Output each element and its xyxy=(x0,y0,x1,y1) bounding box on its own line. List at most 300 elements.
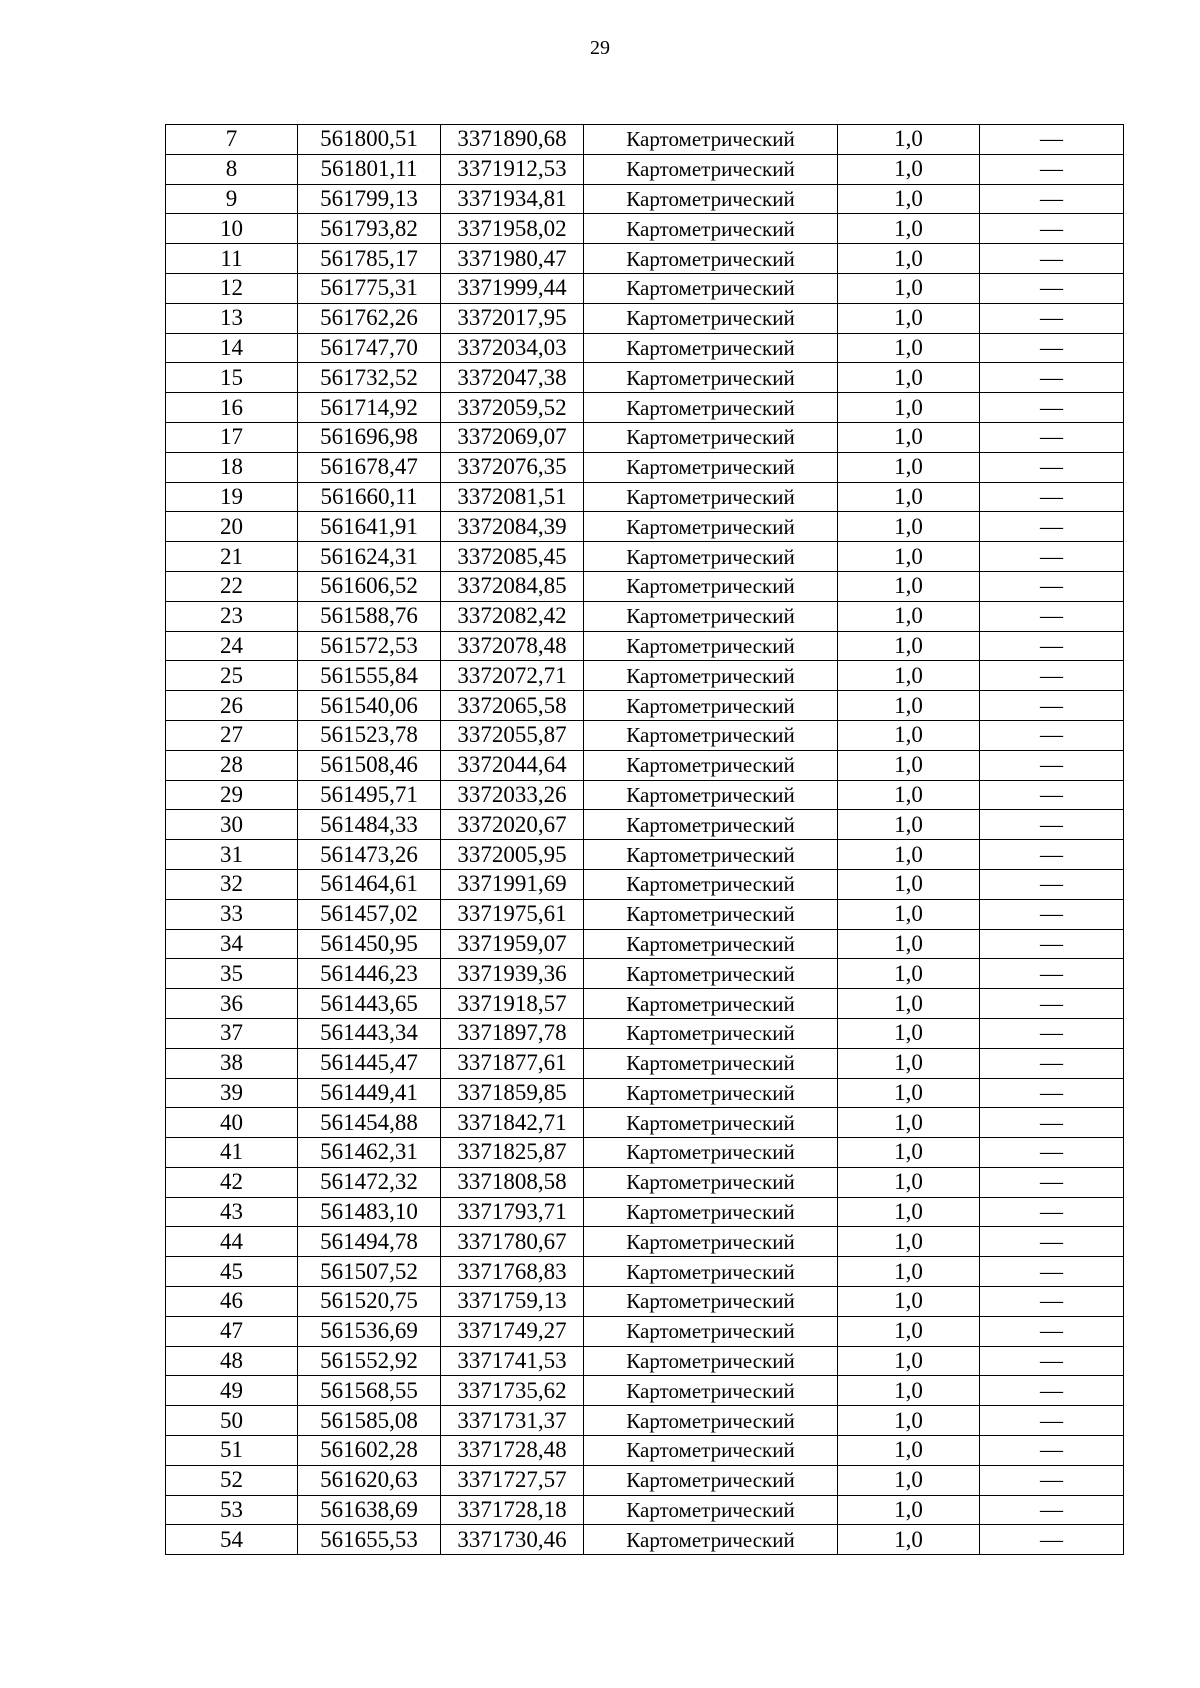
table-row xyxy=(166,691,1124,721)
point-number-cell: 33 xyxy=(166,899,298,929)
y-coordinate-cell: 3371980,47 xyxy=(441,244,584,274)
table-row xyxy=(166,1316,1124,1346)
note-cell: — xyxy=(980,899,1124,929)
note-cell: — xyxy=(980,422,1124,452)
table-row xyxy=(166,929,1124,959)
table-row xyxy=(166,452,1124,482)
note-cell: — xyxy=(980,1376,1124,1406)
point-number-cell: 17 xyxy=(166,422,298,452)
point-number-cell: 44 xyxy=(166,1227,298,1257)
y-coordinate-cell: 3371934,81 xyxy=(441,184,584,214)
table-row xyxy=(166,571,1124,601)
table-row xyxy=(166,512,1124,542)
page-number: 29 xyxy=(590,37,610,59)
x-coordinate-cell: 561508,46 xyxy=(298,750,441,780)
method-cell: Картометрический xyxy=(584,601,838,631)
table-row xyxy=(166,661,1124,691)
accuracy-cell: 1,0 xyxy=(838,363,980,393)
method-cell: Картометрический xyxy=(584,810,838,840)
accuracy-cell: 1,0 xyxy=(838,1138,980,1168)
point-number-cell: 37 xyxy=(166,1018,298,1048)
note-cell: — xyxy=(980,1525,1124,1555)
table-row xyxy=(166,720,1124,750)
y-coordinate-cell: 3372065,58 xyxy=(441,691,584,721)
accuracy-cell: 1,0 xyxy=(838,482,980,512)
y-coordinate-cell: 3371939,36 xyxy=(441,959,584,989)
point-number-cell: 43 xyxy=(166,1197,298,1227)
accuracy-cell: 1,0 xyxy=(838,125,980,155)
table-row xyxy=(166,422,1124,452)
x-coordinate-cell: 561660,11 xyxy=(298,482,441,512)
note-cell: — xyxy=(980,303,1124,333)
table-row xyxy=(166,393,1124,423)
note-cell: — xyxy=(980,1018,1124,1048)
point-number-cell: 8 xyxy=(166,154,298,184)
y-coordinate-cell: 3371959,07 xyxy=(441,929,584,959)
x-coordinate-cell: 561507,52 xyxy=(298,1257,441,1287)
point-number-cell: 27 xyxy=(166,720,298,750)
accuracy-cell: 1,0 xyxy=(838,512,980,542)
method-cell: Картометрический xyxy=(584,780,838,810)
point-number-cell: 10 xyxy=(166,214,298,244)
note-cell: — xyxy=(980,1257,1124,1287)
note-cell: — xyxy=(980,1227,1124,1257)
table-row xyxy=(166,1227,1124,1257)
note-cell: — xyxy=(980,244,1124,274)
accuracy-cell: 1,0 xyxy=(838,929,980,959)
point-number-cell: 51 xyxy=(166,1436,298,1466)
coordinates-table-body xyxy=(166,125,1124,1555)
x-coordinate-cell: 561638,69 xyxy=(298,1495,441,1525)
y-coordinate-cell: 3371741,53 xyxy=(441,1346,584,1376)
note-cell: — xyxy=(980,1495,1124,1525)
accuracy-cell: 1,0 xyxy=(838,1257,980,1287)
method-cell: Картометрический xyxy=(584,840,838,870)
method-cell: Картометрический xyxy=(584,571,838,601)
note-cell: — xyxy=(980,1316,1124,1346)
x-coordinate-cell: 561495,71 xyxy=(298,780,441,810)
note-cell: — xyxy=(980,333,1124,363)
x-coordinate-cell: 561785,17 xyxy=(298,244,441,274)
y-coordinate-cell: 3372005,95 xyxy=(441,840,584,870)
note-cell: — xyxy=(980,810,1124,840)
x-coordinate-cell: 561494,78 xyxy=(298,1227,441,1257)
point-number-cell: 19 xyxy=(166,482,298,512)
method-cell: Картометрический xyxy=(584,691,838,721)
point-number-cell: 21 xyxy=(166,542,298,572)
y-coordinate-cell: 3372084,39 xyxy=(441,512,584,542)
y-coordinate-cell: 3372078,48 xyxy=(441,631,584,661)
x-coordinate-cell: 561450,95 xyxy=(298,929,441,959)
accuracy-cell: 1,0 xyxy=(838,1018,980,1048)
y-coordinate-cell: 3372085,45 xyxy=(441,542,584,572)
table-row xyxy=(166,184,1124,214)
accuracy-cell: 1,0 xyxy=(838,542,980,572)
table-row xyxy=(166,482,1124,512)
method-cell: Картометрический xyxy=(584,720,838,750)
note-cell: — xyxy=(980,989,1124,1019)
method-cell: Картометрический xyxy=(584,214,838,244)
accuracy-cell: 1,0 xyxy=(838,1316,980,1346)
point-number-cell: 23 xyxy=(166,601,298,631)
y-coordinate-cell: 3372076,35 xyxy=(441,452,584,482)
accuracy-cell: 1,0 xyxy=(838,273,980,303)
table-row xyxy=(166,1108,1124,1138)
accuracy-cell: 1,0 xyxy=(838,1108,980,1138)
table-row xyxy=(166,154,1124,184)
accuracy-cell: 1,0 xyxy=(838,1346,980,1376)
table-row xyxy=(166,959,1124,989)
accuracy-cell: 1,0 xyxy=(838,840,980,870)
method-cell: Картометрический xyxy=(584,899,838,929)
accuracy-cell: 1,0 xyxy=(838,869,980,899)
y-coordinate-cell: 3372033,26 xyxy=(441,780,584,810)
method-cell: Картометрический xyxy=(584,1436,838,1466)
y-coordinate-cell: 3371730,46 xyxy=(441,1525,584,1555)
method-cell: Картометрический xyxy=(584,393,838,423)
table-row xyxy=(166,244,1124,274)
x-coordinate-cell: 561457,02 xyxy=(298,899,441,929)
y-coordinate-cell: 3371991,69 xyxy=(441,869,584,899)
table-row xyxy=(166,1406,1124,1436)
method-cell: Картометрический xyxy=(584,1227,838,1257)
point-number-cell: 29 xyxy=(166,780,298,810)
table-row xyxy=(166,750,1124,780)
accuracy-cell: 1,0 xyxy=(838,154,980,184)
y-coordinate-cell: 3372081,51 xyxy=(441,482,584,512)
method-cell: Картометрический xyxy=(584,542,838,572)
point-number-cell: 34 xyxy=(166,929,298,959)
x-coordinate-cell: 561775,31 xyxy=(298,273,441,303)
note-cell: — xyxy=(980,363,1124,393)
x-coordinate-cell: 561678,47 xyxy=(298,452,441,482)
point-number-cell: 45 xyxy=(166,1257,298,1287)
table-row xyxy=(166,1018,1124,1048)
y-coordinate-cell: 3371808,58 xyxy=(441,1167,584,1197)
accuracy-cell: 1,0 xyxy=(838,333,980,363)
x-coordinate-cell: 561555,84 xyxy=(298,661,441,691)
accuracy-cell: 1,0 xyxy=(838,1167,980,1197)
note-cell: — xyxy=(980,125,1124,155)
note-cell: — xyxy=(980,959,1124,989)
accuracy-cell: 1,0 xyxy=(838,184,980,214)
y-coordinate-cell: 3372047,38 xyxy=(441,363,584,393)
method-cell: Картометрический xyxy=(584,989,838,1019)
table-row xyxy=(166,1525,1124,1555)
accuracy-cell: 1,0 xyxy=(838,244,980,274)
y-coordinate-cell: 3371999,44 xyxy=(441,273,584,303)
accuracy-cell: 1,0 xyxy=(838,1078,980,1108)
method-cell: Картометрический xyxy=(584,1287,838,1317)
table-row xyxy=(166,601,1124,631)
x-coordinate-cell: 561641,91 xyxy=(298,512,441,542)
method-cell: Картометрический xyxy=(584,1108,838,1138)
method-cell: Картометрический xyxy=(584,244,838,274)
method-cell: Картометрический xyxy=(584,363,838,393)
method-cell: Картометрический xyxy=(584,1465,838,1495)
point-number-cell: 42 xyxy=(166,1167,298,1197)
point-number-cell: 47 xyxy=(166,1316,298,1346)
x-coordinate-cell: 561536,69 xyxy=(298,1316,441,1346)
x-coordinate-cell: 561483,10 xyxy=(298,1197,441,1227)
table-row xyxy=(166,273,1124,303)
y-coordinate-cell: 3371768,83 xyxy=(441,1257,584,1287)
point-number-cell: 38 xyxy=(166,1048,298,1078)
x-coordinate-cell: 561449,41 xyxy=(298,1078,441,1108)
point-number-cell: 49 xyxy=(166,1376,298,1406)
x-coordinate-cell: 561445,47 xyxy=(298,1048,441,1078)
point-number-cell: 36 xyxy=(166,989,298,1019)
accuracy-cell: 1,0 xyxy=(838,691,980,721)
point-number-cell: 41 xyxy=(166,1138,298,1168)
method-cell: Картометрический xyxy=(584,303,838,333)
y-coordinate-cell: 3371975,61 xyxy=(441,899,584,929)
table-row xyxy=(166,125,1124,155)
method-cell: Картометрический xyxy=(584,1495,838,1525)
method-cell: Картометрический xyxy=(584,333,838,363)
y-coordinate-cell: 3371727,57 xyxy=(441,1465,584,1495)
x-coordinate-cell: 561800,51 xyxy=(298,125,441,155)
point-number-cell: 24 xyxy=(166,631,298,661)
x-coordinate-cell: 561568,55 xyxy=(298,1376,441,1406)
y-coordinate-cell: 3371912,53 xyxy=(441,154,584,184)
note-cell: — xyxy=(980,1465,1124,1495)
table-row xyxy=(166,1048,1124,1078)
point-number-cell: 14 xyxy=(166,333,298,363)
method-cell: Картометрический xyxy=(584,452,838,482)
point-number-cell: 15 xyxy=(166,363,298,393)
y-coordinate-cell: 3372034,03 xyxy=(441,333,584,363)
accuracy-cell: 1,0 xyxy=(838,750,980,780)
note-cell: — xyxy=(980,184,1124,214)
table-row xyxy=(166,899,1124,929)
table-row xyxy=(166,1495,1124,1525)
note-cell: — xyxy=(980,780,1124,810)
x-coordinate-cell: 561443,65 xyxy=(298,989,441,1019)
note-cell: — xyxy=(980,631,1124,661)
method-cell: Картометрический xyxy=(584,869,838,899)
y-coordinate-cell: 3372069,07 xyxy=(441,422,584,452)
coordinates-table xyxy=(165,124,1124,1555)
method-cell: Картометрический xyxy=(584,1138,838,1168)
y-coordinate-cell: 3371958,02 xyxy=(441,214,584,244)
accuracy-cell: 1,0 xyxy=(838,1495,980,1525)
method-cell: Картометрический xyxy=(584,273,838,303)
table-row xyxy=(166,631,1124,661)
table-row xyxy=(166,989,1124,1019)
y-coordinate-cell: 3371877,61 xyxy=(441,1048,584,1078)
accuracy-cell: 1,0 xyxy=(838,720,980,750)
note-cell: — xyxy=(980,1167,1124,1197)
accuracy-cell: 1,0 xyxy=(838,661,980,691)
table-row xyxy=(166,1436,1124,1466)
note-cell: — xyxy=(980,393,1124,423)
table-row xyxy=(166,1376,1124,1406)
x-coordinate-cell: 561464,61 xyxy=(298,869,441,899)
accuracy-cell: 1,0 xyxy=(838,631,980,661)
note-cell: — xyxy=(980,1138,1124,1168)
table-row xyxy=(166,303,1124,333)
y-coordinate-cell: 3372084,85 xyxy=(441,571,584,601)
note-cell: — xyxy=(980,482,1124,512)
x-coordinate-cell: 561473,26 xyxy=(298,840,441,870)
accuracy-cell: 1,0 xyxy=(838,899,980,929)
x-coordinate-cell: 561602,28 xyxy=(298,1436,441,1466)
method-cell: Картометрический xyxy=(584,661,838,691)
note-cell: — xyxy=(980,273,1124,303)
method-cell: Картометрический xyxy=(584,1078,838,1108)
point-number-cell: 12 xyxy=(166,273,298,303)
y-coordinate-cell: 3371731,37 xyxy=(441,1406,584,1436)
x-coordinate-cell: 561454,88 xyxy=(298,1108,441,1138)
y-coordinate-cell: 3372082,42 xyxy=(441,601,584,631)
note-cell: — xyxy=(980,542,1124,572)
method-cell: Картометрический xyxy=(584,1257,838,1287)
point-number-cell: 35 xyxy=(166,959,298,989)
accuracy-cell: 1,0 xyxy=(838,1406,980,1436)
y-coordinate-cell: 3372020,67 xyxy=(441,810,584,840)
accuracy-cell: 1,0 xyxy=(838,1048,980,1078)
x-coordinate-cell: 561585,08 xyxy=(298,1406,441,1436)
note-cell: — xyxy=(980,661,1124,691)
accuracy-cell: 1,0 xyxy=(838,214,980,244)
point-number-cell: 26 xyxy=(166,691,298,721)
y-coordinate-cell: 3371759,13 xyxy=(441,1287,584,1317)
note-cell: — xyxy=(980,1436,1124,1466)
point-number-cell: 30 xyxy=(166,810,298,840)
x-coordinate-cell: 561552,92 xyxy=(298,1346,441,1376)
x-coordinate-cell: 561624,31 xyxy=(298,542,441,572)
note-cell: — xyxy=(980,1108,1124,1138)
method-cell: Картометрический xyxy=(584,184,838,214)
note-cell: — xyxy=(980,1287,1124,1317)
note-cell: — xyxy=(980,840,1124,870)
y-coordinate-cell: 3371918,57 xyxy=(441,989,584,1019)
accuracy-cell: 1,0 xyxy=(838,422,980,452)
note-cell: — xyxy=(980,1048,1124,1078)
table-row xyxy=(166,1078,1124,1108)
table-row xyxy=(166,1167,1124,1197)
x-coordinate-cell: 561520,75 xyxy=(298,1287,441,1317)
point-number-cell: 53 xyxy=(166,1495,298,1525)
note-cell: — xyxy=(980,691,1124,721)
accuracy-cell: 1,0 xyxy=(838,780,980,810)
note-cell: — xyxy=(980,720,1124,750)
accuracy-cell: 1,0 xyxy=(838,1227,980,1257)
point-number-cell: 13 xyxy=(166,303,298,333)
note-cell: — xyxy=(980,1078,1124,1108)
y-coordinate-cell: 3371793,71 xyxy=(441,1197,584,1227)
table-row xyxy=(166,333,1124,363)
method-cell: Картометрический xyxy=(584,422,838,452)
method-cell: Картометрический xyxy=(584,512,838,542)
accuracy-cell: 1,0 xyxy=(838,303,980,333)
y-coordinate-cell: 3371897,78 xyxy=(441,1018,584,1048)
method-cell: Картометрический xyxy=(584,125,838,155)
accuracy-cell: 1,0 xyxy=(838,601,980,631)
table-row xyxy=(166,840,1124,870)
y-coordinate-cell: 3371890,68 xyxy=(441,125,584,155)
note-cell: — xyxy=(980,601,1124,631)
point-number-cell: 22 xyxy=(166,571,298,601)
method-cell: Картометрический xyxy=(584,1197,838,1227)
x-coordinate-cell: 561523,78 xyxy=(298,720,441,750)
accuracy-cell: 1,0 xyxy=(838,1287,980,1317)
y-coordinate-cell: 3372072,71 xyxy=(441,661,584,691)
point-number-cell: 25 xyxy=(166,661,298,691)
y-coordinate-cell: 3371825,87 xyxy=(441,1138,584,1168)
accuracy-cell: 1,0 xyxy=(838,959,980,989)
point-number-cell: 16 xyxy=(166,393,298,423)
y-coordinate-cell: 3371728,48 xyxy=(441,1436,584,1466)
x-coordinate-cell: 561696,98 xyxy=(298,422,441,452)
point-number-cell: 40 xyxy=(166,1108,298,1138)
table-row xyxy=(166,1465,1124,1495)
point-number-cell: 54 xyxy=(166,1525,298,1555)
note-cell: — xyxy=(980,1406,1124,1436)
table-row xyxy=(166,1346,1124,1376)
note-cell: — xyxy=(980,571,1124,601)
note-cell: — xyxy=(980,750,1124,780)
method-cell: Картометрический xyxy=(584,154,838,184)
note-cell: — xyxy=(980,452,1124,482)
point-number-cell: 48 xyxy=(166,1346,298,1376)
point-number-cell: 18 xyxy=(166,452,298,482)
table-row xyxy=(166,1138,1124,1168)
method-cell: Картометрический xyxy=(584,482,838,512)
point-number-cell: 52 xyxy=(166,1465,298,1495)
note-cell: — xyxy=(980,1346,1124,1376)
x-coordinate-cell: 561655,53 xyxy=(298,1525,441,1555)
x-coordinate-cell: 561443,34 xyxy=(298,1018,441,1048)
x-coordinate-cell: 561732,52 xyxy=(298,363,441,393)
table-row xyxy=(166,780,1124,810)
x-coordinate-cell: 561762,26 xyxy=(298,303,441,333)
table-row xyxy=(166,1197,1124,1227)
point-number-cell: 11 xyxy=(166,244,298,274)
note-cell: — xyxy=(980,214,1124,244)
note-cell: — xyxy=(980,929,1124,959)
x-coordinate-cell: 561462,31 xyxy=(298,1138,441,1168)
table-row xyxy=(166,810,1124,840)
method-cell: Картометрический xyxy=(584,1406,838,1436)
y-coordinate-cell: 3372044,64 xyxy=(441,750,584,780)
note-cell: — xyxy=(980,1197,1124,1227)
y-coordinate-cell: 3371749,27 xyxy=(441,1316,584,1346)
table-row xyxy=(166,542,1124,572)
method-cell: Картометрический xyxy=(584,1048,838,1078)
point-number-cell: 39 xyxy=(166,1078,298,1108)
x-coordinate-cell: 561472,32 xyxy=(298,1167,441,1197)
method-cell: Картометрический xyxy=(584,929,838,959)
method-cell: Картометрический xyxy=(584,959,838,989)
table-row xyxy=(166,214,1124,244)
table-row xyxy=(166,869,1124,899)
point-number-cell: 28 xyxy=(166,750,298,780)
method-cell: Картометрический xyxy=(584,1346,838,1376)
table-row xyxy=(166,1257,1124,1287)
note-cell: — xyxy=(980,154,1124,184)
y-coordinate-cell: 3371728,18 xyxy=(441,1495,584,1525)
accuracy-cell: 1,0 xyxy=(838,1436,980,1466)
point-number-cell: 46 xyxy=(166,1287,298,1317)
accuracy-cell: 1,0 xyxy=(838,1376,980,1406)
accuracy-cell: 1,0 xyxy=(838,1197,980,1227)
point-number-cell: 9 xyxy=(166,184,298,214)
x-coordinate-cell: 561799,13 xyxy=(298,184,441,214)
x-coordinate-cell: 561714,92 xyxy=(298,393,441,423)
x-coordinate-cell: 561747,70 xyxy=(298,333,441,363)
